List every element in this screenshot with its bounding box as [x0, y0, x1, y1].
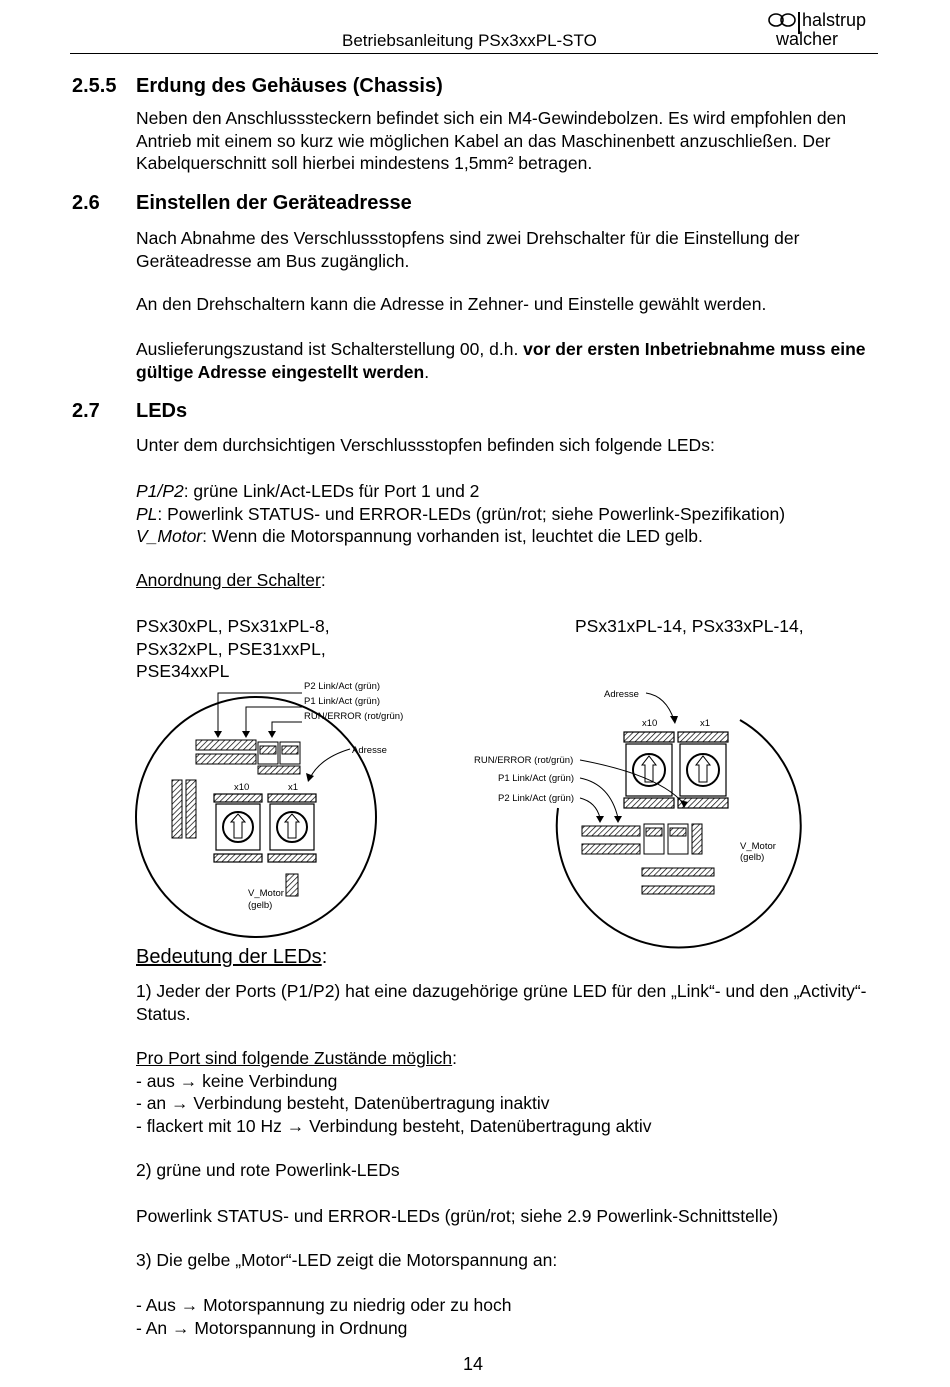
model-line: PSx30xPL, PSx31xPL-8, [136, 616, 330, 636]
label-p1: P1 Link/Act (grün) [304, 696, 381, 707]
led-label: P1/P2 [136, 481, 184, 501]
text-run: . [424, 361, 430, 382]
model-line: PSx32xPL, PSE31xxPL, [136, 638, 326, 659]
label-p1: P1 Link/Act (grün) [498, 773, 575, 784]
led-label: PL [136, 503, 158, 524]
label-run-error: RUN/ERROR (rot/grün) [474, 755, 574, 766]
page-number: 14 [463, 1354, 484, 1374]
label-gelb: (gelb) [248, 900, 273, 911]
led-text: : Wenn die Motorspannung vorhanden ist, leuchtet die LED gelb. [202, 526, 703, 546]
header-title: Betriebsanleitung PSx3xxPL-STO [342, 31, 597, 50]
paragraph: An den Drehschaltern kann die Adresse in Zehner- und Einstelle gewählt werden. [136, 294, 767, 314]
paragraph: 3) Die gelbe „Motor“-LED zeigt die Motorspannung an: [136, 1250, 558, 1270]
section-heading: Erdung des Gehäuses (Chassis) [136, 75, 443, 97]
label-vmotor: V_Motor [740, 841, 776, 852]
motor-list [136, 1294, 876, 1339]
model-list-left [136, 615, 556, 683]
state-item: - flackert mit 10 Hz → Verbindung besteht, Datenübertragung aktiv [136, 1115, 652, 1136]
led-text: : grüne Link/Act-LEDs für Port 1 und 2 [183, 481, 480, 501]
company-logo [768, 8, 880, 50]
paragraph: Powerlink STATUS- und ERROR-LEDs (grün/rot; siehe 2.9 Powerlink-Schnittstelle) [136, 1206, 779, 1226]
section-number: 2.7 [72, 400, 100, 422]
paragraph: Unter dem durchsichtigen Verschlussstopfen befinden sich folgende LEDs: [136, 435, 715, 455]
section-heading: LEDs [136, 400, 188, 422]
state-item: - aus → keine Verbindung [136, 1070, 338, 1091]
paragraph: Neben den Anschlusssteckern befindet sich ein M4-Gewindebolzen. Es wird empfohlen den Antrieb mit einem so kurz wie möglichen Kabel an das Maschinenbett anzuschließen. Der Kabelquerschnitt soll hierbei mindestens 1,5mm² betragen. [136, 108, 847, 173]
vmotor-led [286, 874, 298, 896]
led-list [136, 480, 876, 548]
label-vmotor: V_Motor [248, 888, 284, 899]
model-list-right [575, 615, 875, 638]
motor-item: - An → Motorspannung in Ordnung [136, 1317, 408, 1338]
underlined-text: Pro Port sind folgende Zustände möglich [136, 1048, 453, 1068]
logo-text-top: halstrup [802, 10, 867, 30]
bold-text: vor der ersten Inbetriebnahme muss eine gültige Adresse eingestellt werden [136, 339, 866, 382]
underlined-text: Anordnung der Schalter [136, 570, 321, 590]
led-label: V_Motor [136, 526, 203, 546]
label-x1: x1 [288, 782, 299, 793]
switch-layout-diagram-left [130, 676, 460, 936]
model-line: PSx31xPL-14, PSx33xPL-14, [575, 616, 804, 636]
switch-layout-diagram-right [470, 680, 776, 940]
paragraph: 1) Jeder der Ports (P1/P2) hat eine dazugehörige grüne LED für den „Link“- und den „Activity“-Status. [136, 981, 867, 1024]
label-x10: x10 [234, 782, 250, 793]
section-number: 2.6 [72, 192, 100, 214]
paragraph [136, 338, 876, 383]
motor-item: - Aus → Motorspannung zu niedrig oder zu hoch [136, 1295, 512, 1315]
label-adresse: Adresse [352, 745, 387, 756]
text-run: : [452, 1048, 458, 1068]
text-run: : [320, 570, 326, 590]
label-adresse: Adresse [604, 689, 639, 700]
state-list [136, 1047, 876, 1137]
section-number: 2.5.5 [72, 75, 117, 97]
label-gelb: (gelb) [740, 852, 765, 863]
text-run: Auslieferungszustand ist Schalterstellung 00, d.h. [136, 339, 524, 359]
label-x1: x1 [700, 718, 711, 729]
state-item: - an → Verbindung besteht, Datenübertragung inaktiv [136, 1093, 550, 1113]
label-p2: P2 Link/Act (grün) [304, 681, 381, 692]
header-rule [70, 53, 878, 54]
logo-mark-icon [768, 12, 796, 28]
label-p2: P2 Link/Act (grün) [498, 793, 575, 804]
text-run: : [321, 946, 328, 968]
section-heading: Einstellen der Geräteadresse [136, 192, 412, 214]
logo-text-bottom: walcher [776, 29, 839, 49]
label-run-error: RUN/ERROR (rot/grün) [304, 711, 404, 722]
subheading [136, 945, 876, 969]
led-text: : Powerlink STATUS- und ERROR-LEDs (grün/rot; siehe Powerlink-Spezifikation) [157, 503, 786, 524]
label-x10: x10 [642, 718, 658, 729]
model-line: PSE34xxPL [136, 661, 230, 681]
paragraph: Nach Abnahme des Verschlussstopfens sind zwei Drehschalter für die Einstellung der Geräteadresse am Bus zugänglich. [136, 228, 800, 271]
underlined-text: Bedeutung der LEDs [136, 946, 322, 968]
paragraph: 2) grüne und rote Powerlink-LEDs [136, 1160, 400, 1180]
subheading [136, 569, 876, 592]
